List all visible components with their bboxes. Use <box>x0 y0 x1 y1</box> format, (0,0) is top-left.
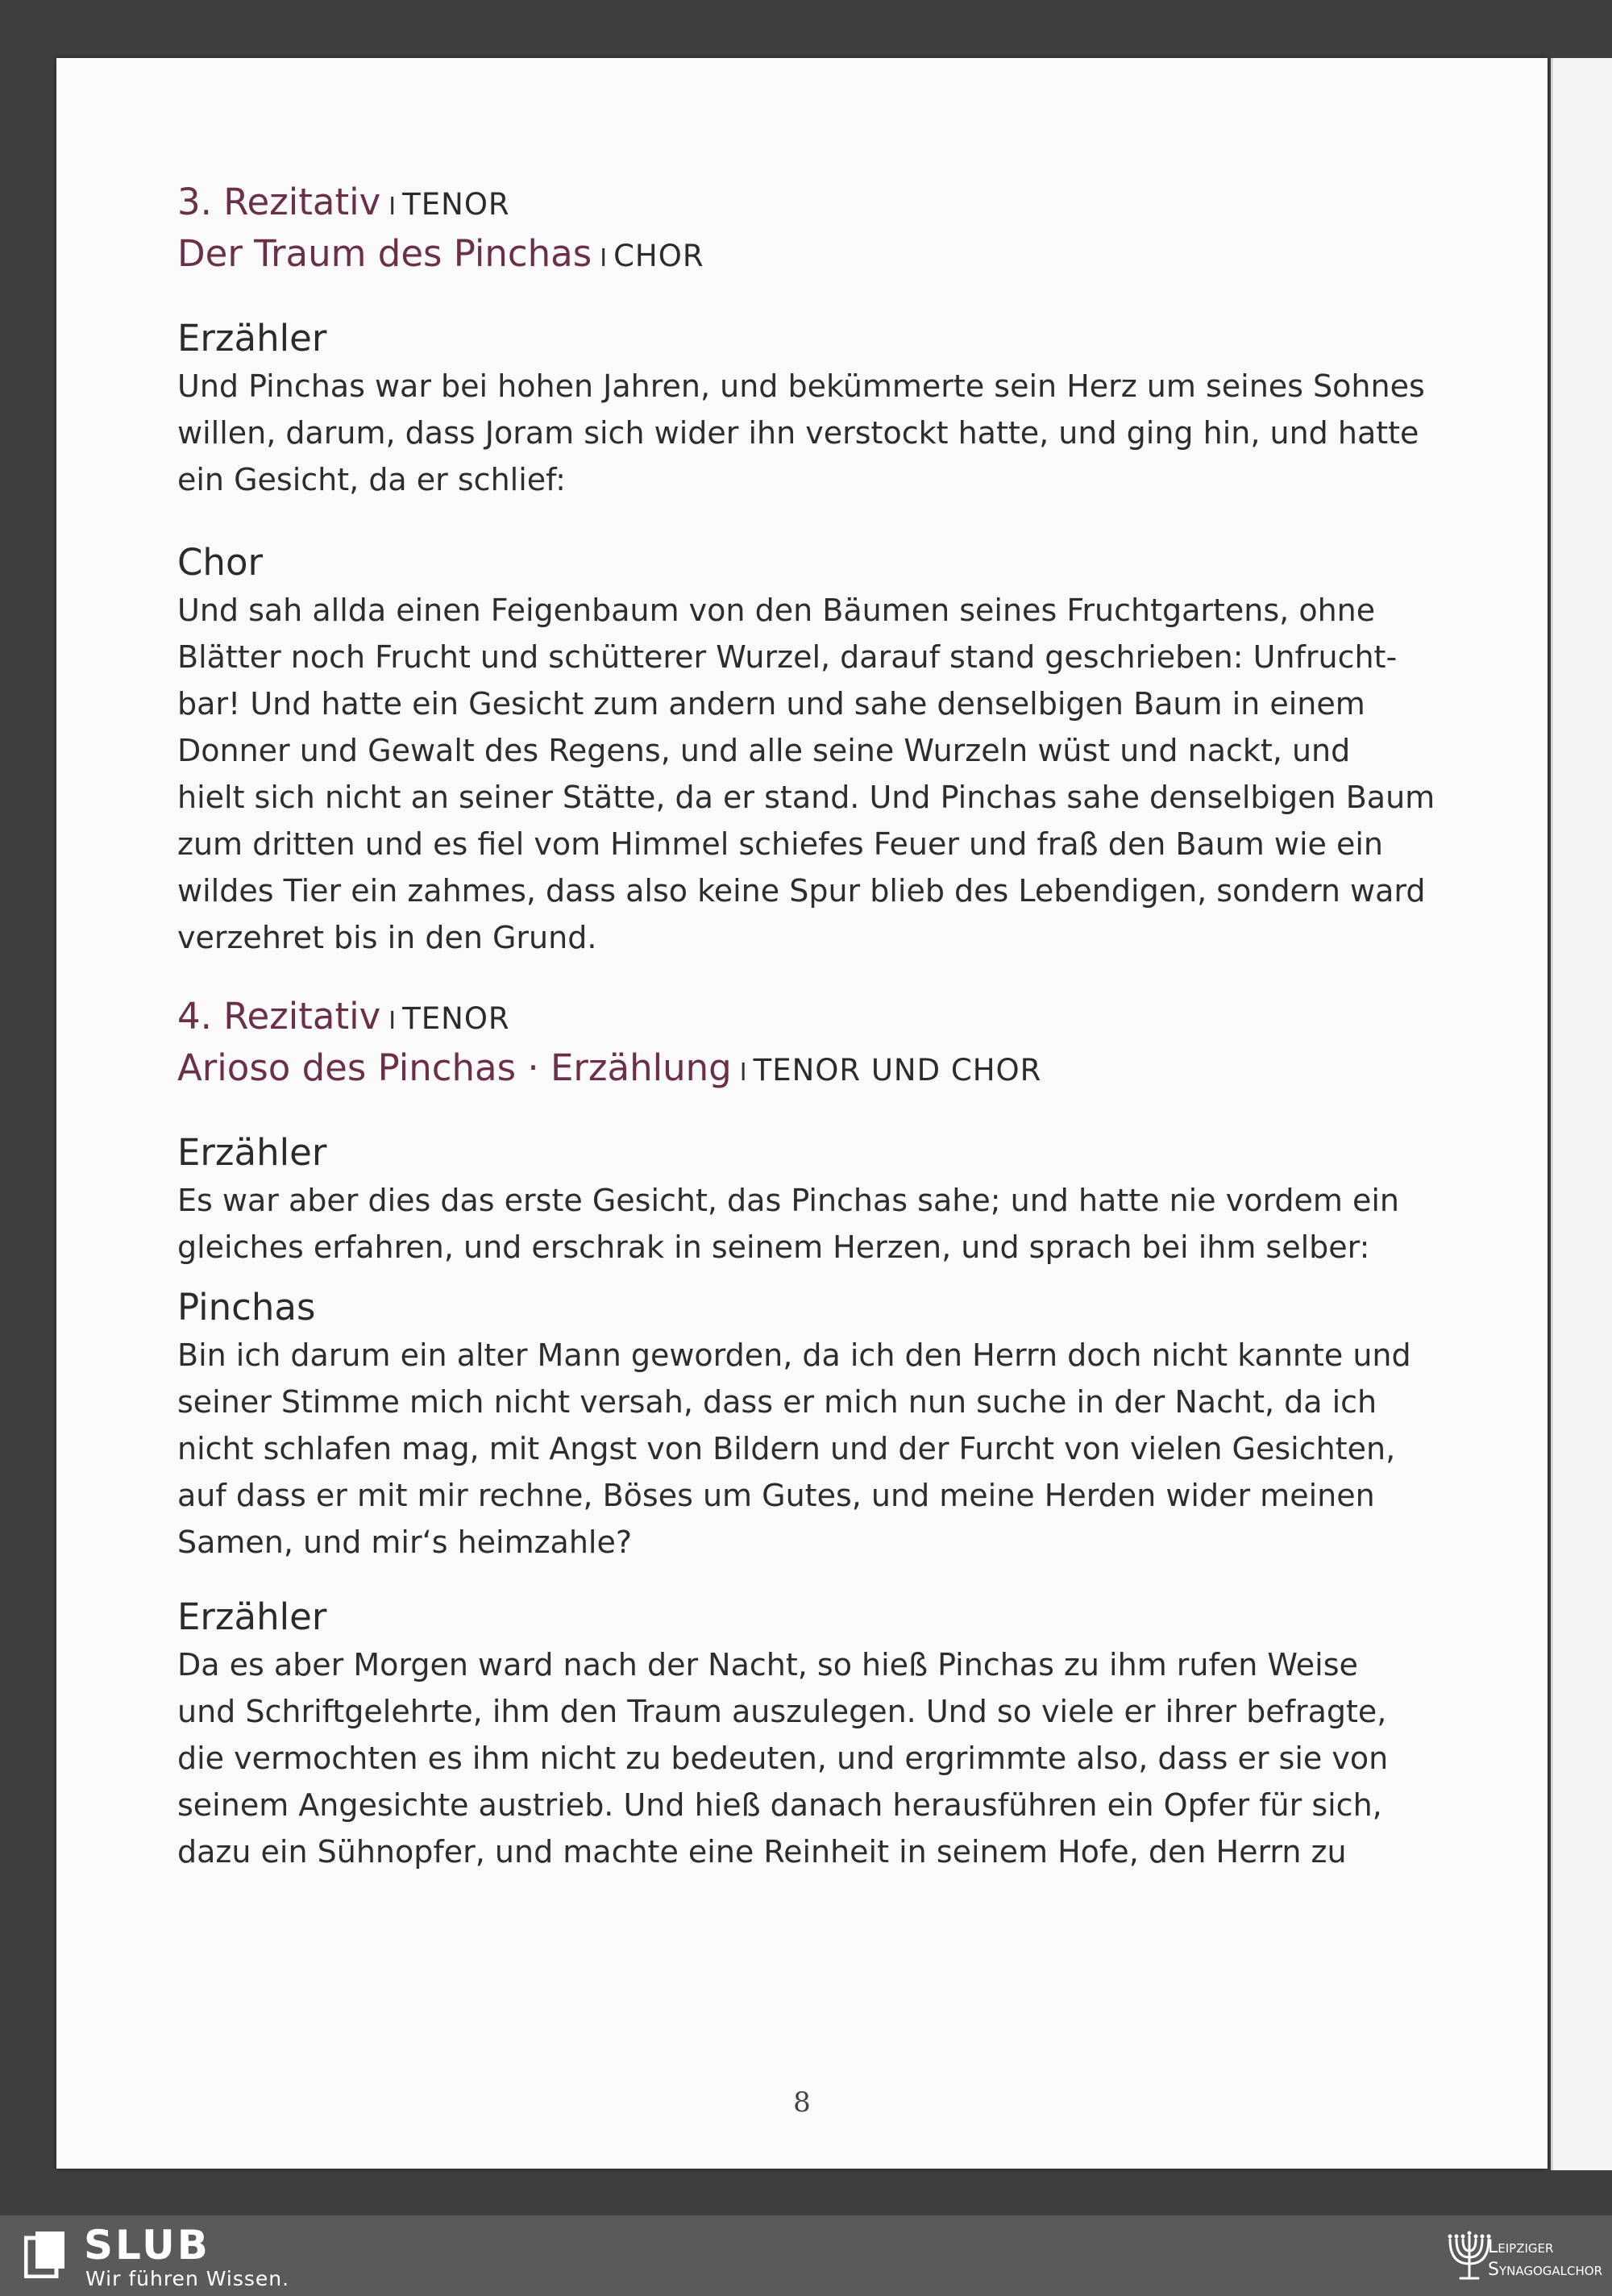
slub-slogan: Wir führen Wissen. <box>85 2267 290 2290</box>
section-heading-line1 <box>177 179 1483 231</box>
page-content <box>177 179 1483 1907</box>
speaker-text: Es war aber dies das erste Gesicht, das Pinchas sahe; und hatte nie vordem ein gleiches erfahren, und erschrak in seinem Herzen, und sprach bei ihm selber: <box>177 1183 1400 1265</box>
partner-name-line2: Synagogalchor <box>1488 2260 1602 2280</box>
speaker-text: Und Pinchas war bei hohen Jahren, und bekümmerte sein Herz um seines Sohnes willen, darum, dass Joram sich wider ihn verstockt hatte, und ging hin, und hatte ein Gesicht, da er schlief: <box>177 368 1425 497</box>
speaker-label: Erzähler <box>177 1131 327 1174</box>
heading-separator: I <box>600 244 608 272</box>
heading-voice: TENOR UND CHOR <box>753 1053 1042 1088</box>
heading-voice: TENOR <box>402 1001 510 1036</box>
speaker-label: Erzähler <box>177 317 327 360</box>
slub-name[interactable]: SLUB <box>84 2222 210 2269</box>
page-number: 8 <box>793 2086 811 2119</box>
heading-separator: I <box>388 193 397 221</box>
speaker-label: Erzähler <box>177 1595 327 1638</box>
heading-voice: CHOR <box>613 239 704 273</box>
partner-name[interactable] <box>1488 2236 1602 2281</box>
heading-separator: I <box>739 1059 747 1087</box>
heading-voice: TENOR <box>402 187 510 222</box>
speaker-text: Da es aber Morgen ward nach der Nacht, so hieß Pinchas zu ihm rufen Weise und Schriftgelehrte, ihm den Traum auszulegen. Und so viele er ihrer befragte, die vermochten es ihm nicht zu bedeuten, und ergrimmte also, dass er sie von seinem Angesichte austrieb. Und hieß danach herausführen ein Opfer für sich, dazu ein Sühnopfer, und machte eine Reinheit in seinem Hofe, den Herrn zu <box>177 1647 1389 1870</box>
section-heading-line1 <box>177 993 1483 1045</box>
document-page <box>56 58 1548 2169</box>
partner-name-line1: Leipziger <box>1488 2237 1554 2257</box>
heading-title: 3. Rezitativ <box>177 181 381 223</box>
speaker-text: Und sah allda einen Feigenbaum von den Bäumen seines Fruchtgartens, ohne Blätter noch Frucht und schütterer Wurzel, darauf stand geschrieben: Unfrucht- bar! Und hatte ein Gesicht zum andern und sahe denselbigen Baum in einem Donner und Gewalt des Regens, und alle seine Wurzeln wüst und nackt, und hielt sich nicht an seiner Stätte, da er stand. Und Pinchas sahe denselbigen Baum zum dritten und es fiel vom Himmel schiefes Feuer und fraß den Baum wie ein wildes Tier ein zahmes, dass also keine Spur blieb des Lebendigen, sondern ward verzehret bis in den Grund. <box>177 593 1435 955</box>
speaker-text: Bin ich darum ein alter Mann geworden, da ich den Herrn doch nicht kannte und seiner Stimme mich nicht versah, dass er mich nun suche in der Nacht, da ich nicht schlafen mag, mit Angst von Bildern und der Furcht von vielen Gesichten, auf dass er mit mir rechne, Böses um Gutes, und meine Herden wider meinen Samen, und mir‘s heimzahle? <box>177 1337 1411 1560</box>
heading-separator: I <box>388 1007 397 1035</box>
heading-title: 4. Rezitativ <box>177 995 381 1038</box>
heading-title: Der Traum des Pinchas <box>177 232 592 275</box>
menorah-icon <box>1444 2228 1494 2285</box>
section-heading-line2 <box>177 1045 1483 1096</box>
speaker-label: Pinchas <box>177 1286 316 1329</box>
speaker-label: Chor <box>177 541 263 584</box>
section-4 <box>177 993 1483 1875</box>
heading-title: Arioso des Pinchas · Erzählung <box>177 1046 732 1089</box>
slub-book-icon <box>24 2230 66 2278</box>
viewer-footer <box>0 2215 1612 2296</box>
facing-page-edge <box>1551 58 1612 2170</box>
section-heading-line2 <box>177 231 1483 282</box>
section-3 <box>177 179 1483 961</box>
